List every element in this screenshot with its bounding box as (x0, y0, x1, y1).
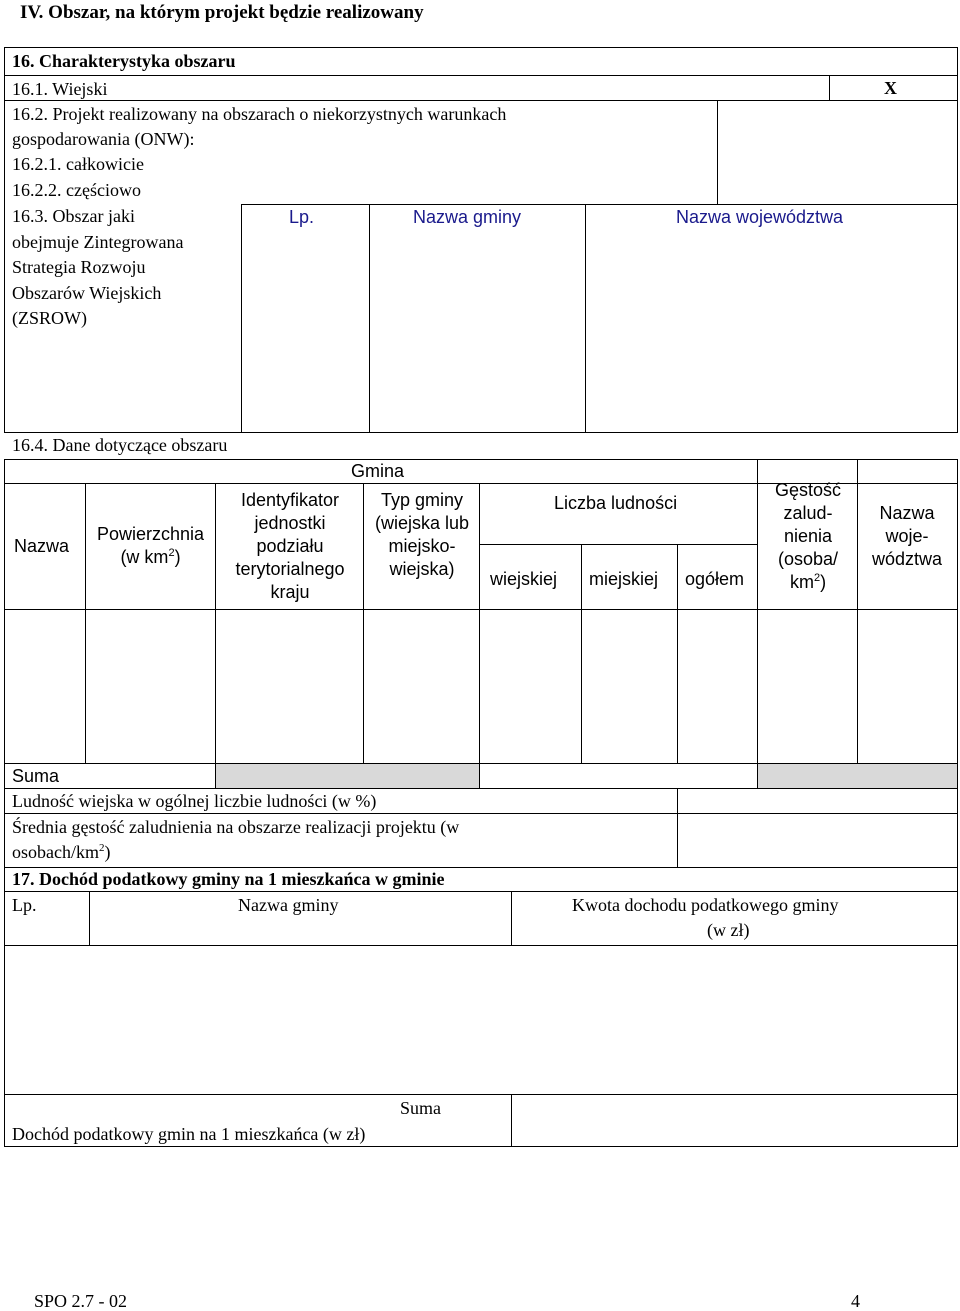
suma-row-label: Suma (12, 766, 60, 786)
col-wojewodztwo-header: Nazwa województwa (676, 207, 844, 227)
row-163-label-l5: (ZSROW) (12, 308, 87, 328)
section-title: IV. Obszar, na którym projekt będzie realizowany (20, 2, 424, 23)
col-miejskiej-header: miejskiej (589, 569, 659, 589)
col-lp-header: Lp. (12, 895, 37, 915)
row-161-mark: X (884, 78, 897, 98)
col-gmina-header: Nazwa gminy (413, 207, 522, 227)
row-163-label-l4: Obszarów Wiejskich (12, 283, 162, 303)
row-1622-label: 16.2.2. częściowo (12, 180, 141, 200)
srednia-gestosc-label-line1: Średnia gęstość zaludnienia na obszarze realizacji projektu (w (12, 817, 460, 837)
srednia-gestosc-label-line2: osobach/$km^2$) (12, 842, 111, 862)
section-16-title: 16. Charakterystyka obszaru (12, 51, 236, 71)
col-lp-header: Lp. (289, 207, 315, 227)
col-kwota-header-line2: (w zł) (707, 920, 750, 940)
col-gestosc-header: Gęstość zalud-nienia (osoba/ $km^2$) (774, 480, 842, 592)
col-identyfikator-header: Identyfikator jednostki podziału terytorialnego kraju (235, 490, 345, 602)
row-163-label-l2: obejmuje Zintegrowana (12, 232, 184, 252)
suma-label: Suma (400, 1098, 442, 1118)
dochod-podatkowy-label: Dochód podatkowy gmin na 1 mieszkańca (w zł) (12, 1124, 366, 1144)
col-kwota-header-line1: Kwota dochodu podatkowego gminy (572, 895, 839, 915)
footer-code: SPO 2.7 - 02 (34, 1291, 128, 1311)
ludnosc-wiejska-label: Ludność wiejska w ogólnej liczbie ludności (w %) (12, 791, 377, 811)
suma-shaded-cell (215, 763, 480, 789)
gmina-group-header: Gmina (351, 461, 405, 481)
col-wojewodztwo-header: Nazwa woje-wództwa (871, 503, 943, 569)
col-wiejskiej-header: wiejskiej (490, 569, 558, 589)
liczba-ludnosci-group-header: Liczba ludności (554, 493, 678, 513)
row-161-label: 16.1. Wiejski (12, 79, 108, 99)
col-powierzchnia-header: Powierzchnia (w $km^2$) (96, 524, 205, 567)
row-163-label-l1: 16.3. Obszar jaki (12, 206, 135, 226)
row-162-label-line2: gospodarowania (ONW): (12, 129, 195, 149)
page-number: 4 (851, 1291, 860, 1311)
section-17-title: 17. Dochód podatkowy gminy na 1 mieszkańca w gminie (12, 869, 445, 889)
section-164-title: 16.4. Dane dotyczące obszaru (12, 435, 228, 455)
row-1621-label: 16.2.1. całkowicie (12, 154, 144, 174)
col-nazwa-header: Nazwa (14, 536, 70, 556)
col-typ-gminy-header: Typ gminy (wiejska lub miejsko-wiejska) (374, 490, 470, 579)
suma-shaded-cell (757, 763, 958, 789)
col-gmina-header: Nazwa gminy (238, 895, 339, 915)
row-162-label-line1: 16.2. Projekt realizowany na obszarach o niekorzystnych warunkach (12, 104, 507, 124)
row-163-label-l3: Strategia Rozwoju (12, 257, 146, 277)
col-ogolem-header: ogółem (685, 569, 745, 589)
